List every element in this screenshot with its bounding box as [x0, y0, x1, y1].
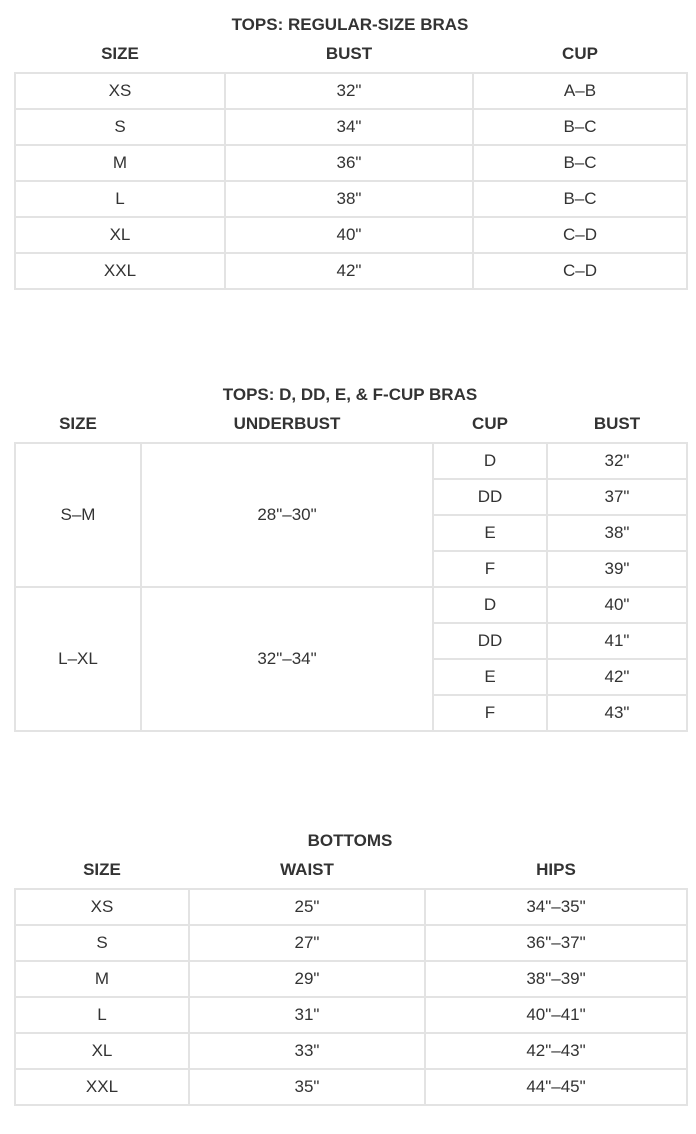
table-row: [15, 1069, 687, 1105]
cell-cup: DD: [433, 623, 547, 659]
header-size: SIZE: [59, 414, 97, 433]
cell-size-group: S–M: [15, 443, 141, 587]
cell-waist: 33": [189, 1033, 425, 1069]
table-row: [15, 217, 687, 253]
regular-size-section: [14, 14, 686, 290]
cell-cup: E: [433, 659, 547, 695]
cell-cup: D: [433, 587, 547, 623]
cell-hips: 44"–45": [425, 1069, 687, 1105]
cell-size: M: [15, 961, 189, 997]
cell-bust: 43": [547, 695, 687, 731]
cell-hips: 42"–43": [425, 1033, 687, 1069]
bottoms-table: [14, 852, 688, 1106]
cell-size: XL: [15, 1033, 189, 1069]
header-underbust: UNDERBUST: [233, 414, 341, 433]
cell-size-group: L–XL: [15, 587, 141, 731]
cell-cup: C–D: [473, 253, 687, 289]
cell-waist: 25": [189, 889, 425, 925]
cell-waist: 29": [189, 961, 425, 997]
cell-size: L: [15, 181, 225, 217]
cell-bust: 40": [225, 217, 473, 253]
cell-size: S: [15, 109, 225, 145]
table-row: [15, 925, 687, 961]
cell-cup: A–B: [473, 73, 687, 109]
cell-hips: 38"–39": [425, 961, 687, 997]
cell-bust: 34": [225, 109, 473, 145]
cell-waist: 27": [189, 925, 425, 961]
cell-hips: 36"–37": [425, 925, 687, 961]
bottoms-section: [14, 830, 686, 1106]
cell-bust: 42": [547, 659, 687, 695]
table-row: [15, 889, 687, 925]
cell-bust: 36": [225, 145, 473, 181]
cell-cup: B–C: [473, 181, 687, 217]
cell-size: XS: [15, 889, 189, 925]
cell-size: L: [15, 997, 189, 1033]
cell-bust: 37": [547, 479, 687, 515]
cell-size: M: [15, 145, 225, 181]
table-row: [15, 587, 687, 623]
table-header-row: [15, 852, 687, 889]
header-waist: WAIST: [280, 860, 334, 879]
header-cup: CUP: [472, 414, 508, 433]
dcup-title: TOPS: D, DD, E, & F-CUP BRAS: [222, 385, 478, 404]
bottoms-title: BOTTOMS: [307, 831, 393, 850]
cell-hips: 34"–35": [425, 889, 687, 925]
cell-size: XS: [15, 73, 225, 109]
cell-size: XL: [15, 217, 225, 253]
cell-cup: E: [433, 515, 547, 551]
cell-bust: 41": [547, 623, 687, 659]
dcup-table: [14, 406, 688, 732]
table-row: [15, 961, 687, 997]
cell-hips: 40"–41": [425, 997, 687, 1033]
cell-size: XXL: [15, 253, 225, 289]
header-size: SIZE: [83, 860, 121, 879]
table-row: [15, 109, 687, 145]
table-row: [15, 443, 687, 479]
cell-underbust-group: 32"–34": [141, 587, 433, 731]
cell-bust: 32": [547, 443, 687, 479]
table-row: [15, 73, 687, 109]
cell-underbust-group: 28"–30": [141, 443, 433, 587]
table-row: [15, 1033, 687, 1069]
regular-size-title: TOPS: REGULAR-SIZE BRAS: [231, 15, 469, 34]
header-bust: BUST: [593, 414, 641, 433]
cell-waist: 31": [189, 997, 425, 1033]
cell-bust: 39": [547, 551, 687, 587]
dcup-section: [14, 384, 686, 732]
cell-cup: DD: [433, 479, 547, 515]
table-header-row: [15, 36, 687, 73]
cell-cup: D: [433, 443, 547, 479]
cell-waist: 35": [189, 1069, 425, 1105]
table-row: [15, 145, 687, 181]
cell-cup: F: [433, 551, 547, 587]
table-row: [15, 181, 687, 217]
table-row: [15, 997, 687, 1033]
cell-bust: 38": [547, 515, 687, 551]
header-size: SIZE: [101, 44, 139, 63]
cell-size: S: [15, 925, 189, 961]
regular-size-table: [14, 36, 688, 290]
cell-cup: C–D: [473, 217, 687, 253]
table-header-row: [15, 406, 687, 443]
cell-bust: 32": [225, 73, 473, 109]
cell-bust: 38": [225, 181, 473, 217]
cell-bust: 42": [225, 253, 473, 289]
cell-cup: B–C: [473, 145, 687, 181]
table-row: [15, 253, 687, 289]
cell-cup: F: [433, 695, 547, 731]
cell-bust: 40": [547, 587, 687, 623]
header-bust: BUST: [325, 44, 373, 63]
header-hips: HIPS: [536, 860, 576, 879]
cell-cup: B–C: [473, 109, 687, 145]
header-cup: CUP: [562, 44, 598, 63]
cell-size: XXL: [15, 1069, 189, 1105]
